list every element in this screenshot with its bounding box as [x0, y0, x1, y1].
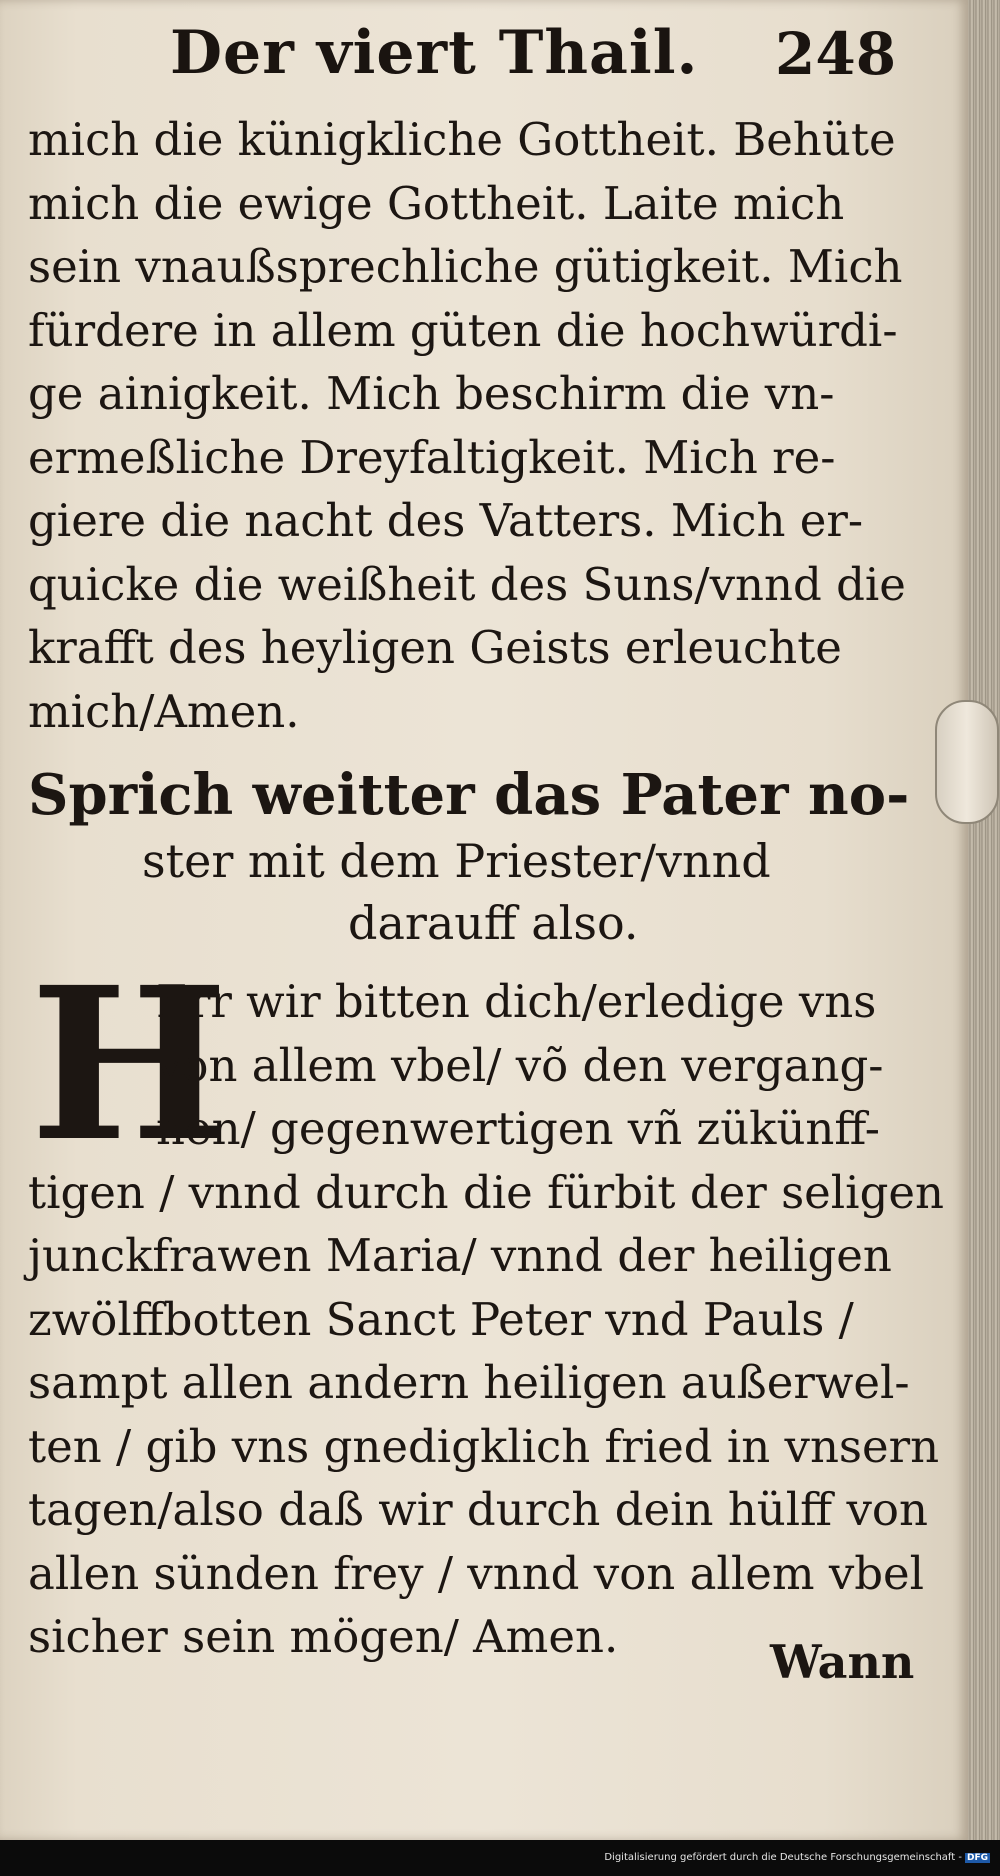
text-line: fürdere in allem güten die hochwürdi-	[28, 303, 898, 357]
prayer-paragraph	[28, 970, 944, 1669]
catchword: Wann	[770, 1635, 915, 1689]
text-line: ermeßliche Dreyfaltigkeit. Mich re-	[28, 430, 836, 484]
text-line: mich die künigkliche Gottheit. Behüte	[28, 113, 896, 166]
prayer-paragraph	[28, 108, 928, 743]
text-line: tagen/also daß wir durch dein hülff von	[28, 1483, 928, 1536]
funding-text: Digitalisierung gefördert durch die Deutsche Forschungsgemeinschaft -	[604, 1852, 962, 1863]
text-line: sicher sein mögen/ Amen.	[28, 1610, 619, 1663]
text-line: junckfrawen Maria/ vnnd der heiligen	[28, 1229, 892, 1282]
dfg-logo: DFG	[966, 1853, 988, 1863]
text-line: nen/ gegenwertigen vñ zükünff-	[156, 1102, 880, 1155]
section-heading	[28, 760, 928, 954]
page-number: 248	[775, 20, 897, 88]
page-edges	[968, 0, 1000, 1840]
text-line: krafft des heyligen Geists erleuchte	[28, 621, 842, 674]
text-line: sein vnaußsprechliche gütigkeit. Mich	[28, 240, 903, 293]
heading-line: darauff also.	[348, 896, 639, 950]
page-header	[0, 18, 940, 98]
text-line: zwölffbotten Sanct Peter vnd Pauls /	[28, 1292, 854, 1346]
text-line: mich die ewige Gottheit. Laite mich	[28, 176, 845, 230]
book-clasp	[935, 700, 999, 824]
drop-cap: H	[30, 941, 229, 1188]
heading-line: ster mit dem Priester/vnnd	[142, 834, 771, 888]
text-line: quicke die weißheit des Suns/vnnd die	[28, 557, 906, 611]
funding-note	[604, 1852, 990, 1863]
text-line: giere die nacht des Vatters. Mich er-	[28, 494, 864, 547]
text-line: Err wir bitten dich/erledige vns	[156, 975, 877, 1028]
text-line: tigen / vnnd durch die fürbit der seligen	[28, 1165, 944, 1219]
text-line: sampt allen andern heiligen außerwel-	[28, 1356, 910, 1409]
text-line: von allem vbel/ võ den vergang-	[156, 1038, 884, 1092]
running-title: Der viert Thail.	[170, 18, 699, 88]
heading-line: Sprich weitter das Pater no-	[28, 762, 910, 828]
text-line: ge ainigkeit. Mich beschirm die vn-	[28, 367, 835, 420]
text-line: ten / gib vns gnedigklich fried in vnsern	[28, 1419, 940, 1473]
text-line: allen sünden frey / vnnd von allem vbel	[28, 1546, 925, 1600]
text-line: mich/Amen.	[28, 684, 300, 738]
